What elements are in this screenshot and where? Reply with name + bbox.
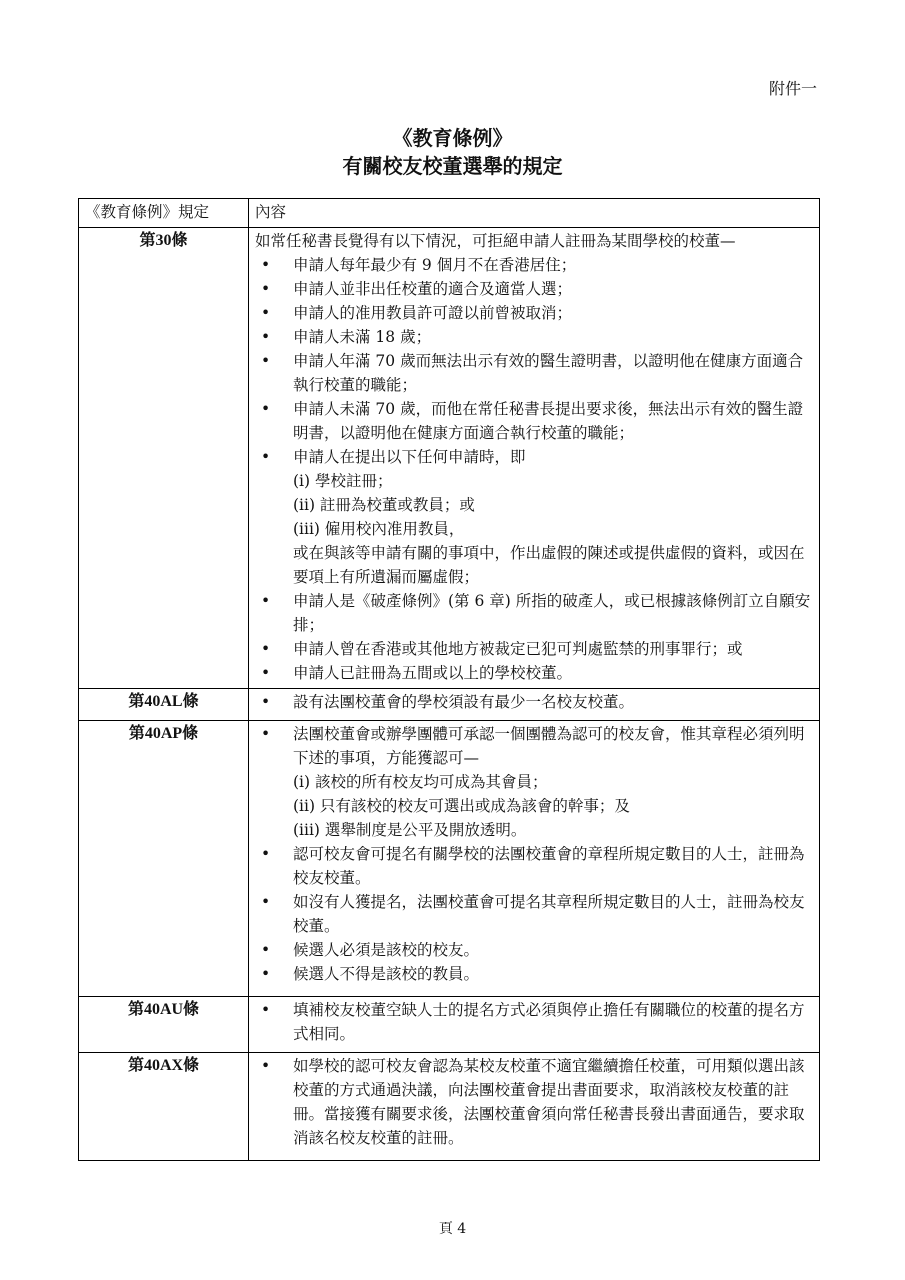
section-cell: 第40AP條 <box>79 721 249 997</box>
document-subtitle: 有關校友校董選舉的規定 <box>342 154 563 178</box>
list-item: • 申請人未滿 18 歲； <box>255 325 813 349</box>
list-item: • 候選人不得是該校的教員。 <box>255 962 813 986</box>
content-cell <box>249 1053 820 1161</box>
table-row <box>79 228 820 689</box>
bullet-list <box>255 722 813 986</box>
list-item: • 申請人年滿 70 歲而無法出示有效的醫生證明書，以證明他在健康方面適合執行校董的職能； <box>255 349 813 397</box>
list-item: • 申請人並非出任校董的適合及適當人選； <box>255 277 813 301</box>
list-item: • 候選人必須是該校的校友。 <box>255 938 813 962</box>
list-item: • 申請人曾在香港或其他地方被裁定已犯可判處監禁的刑事罪行；或 <box>255 637 813 661</box>
section-cell: 第40AL條 <box>79 689 249 721</box>
list-item: • 認可校友會可提名有關學校的法團校董會的章程所規定數目的人士，註冊為校友校董。 <box>255 842 813 890</box>
content-cell <box>249 721 820 997</box>
sub-item: (ii) 只有該校的校友可選出或成為該會的幹事；及 <box>293 797 630 815</box>
list-item: • 如沒有人獲提名，法團校董會可提名其章程所規定數目的人士，註冊為校友校董。 <box>255 890 813 938</box>
sub-item: (iii) 僱用校內准用教員， <box>293 520 465 538</box>
bullet-list <box>255 1054 813 1150</box>
list-item <box>255 722 813 842</box>
sub-item: (ii) 註冊為校董或教員；或 <box>293 496 475 514</box>
table-row <box>79 997 820 1053</box>
sub-item: (i) 學校註冊； <box>293 472 393 490</box>
page-number: 頁 4 <box>438 1221 467 1237</box>
header-regulation: 《教育條例》規定 <box>79 199 249 228</box>
list-item: • 設有法團校董會的學校須設有最少一名校友校董。 <box>255 690 813 714</box>
list-item: • 申請人是《破產條例》(第 6 章) 所指的破產人，或已根據該條例訂立自願安排； <box>255 589 813 637</box>
list-item: • 填補校友校董空缺人士的提名方式必須與停止擔任有關職位的校董的提名方式相同。 <box>255 998 813 1046</box>
table-header-row <box>79 199 820 228</box>
regulations-table <box>78 198 820 1161</box>
section-cell: 第30條 <box>79 228 249 689</box>
list-item-text: • 法團校董會或辦學團體可承認一個團體為認可的校友會，惟其章程必須列明下述的事項，方能獲認可— <box>293 725 805 767</box>
bullet-list <box>255 690 813 714</box>
sub-item: (i) 該校的所有校友均可成為其會員； <box>293 773 548 791</box>
intro-text: 如常任秘書長覺得有以下情況，可拒絕申請人註冊為某間學校的校董— <box>255 232 736 250</box>
sub-item: (iii) 選舉制度是公平及開放透明。 <box>293 821 527 839</box>
list-item <box>255 445 813 589</box>
section-cell: 第40AU條 <box>79 997 249 1053</box>
table-row <box>79 689 820 721</box>
content-cell <box>249 689 820 721</box>
list-item: • 申請人已註冊為五間或以上的學校校董。 <box>255 661 813 685</box>
list-item: • 如學校的認可校友會認為某校友校董不適宜繼續擔任校董，可用類似選出該校董的方式通過決議，向法團校董會提出書面要求，取消該校友校董的註冊。當接獲有關要求後，法團校董會須向常任秘書長發出書面通告，要求取消該名校友校董的註冊。 <box>255 1054 813 1150</box>
section-cell: 第40AX條 <box>79 1053 249 1161</box>
sub-item-tail: 或在與該等申請有關的事項中，作出虛假的陳述或提供虛假的資料，或因在要項上有所遺漏而屬虛假； <box>293 544 805 586</box>
header-content: 內容 <box>249 199 820 228</box>
list-item: • 申請人每年最少有 9 個月不在香港居住； <box>255 253 813 277</box>
annex-label: 附件一 <box>768 79 817 98</box>
table-row <box>79 721 820 997</box>
table-row <box>79 1053 820 1161</box>
content-cell <box>249 997 820 1053</box>
document-title: 《教育條例》 <box>392 126 513 150</box>
content-cell <box>249 228 820 689</box>
list-item: • 申請人的准用教員許可證以前曾被取消； <box>255 301 813 325</box>
bullet-list <box>255 998 813 1046</box>
bullet-list <box>255 253 813 685</box>
list-item: • 申請人未滿 70 歲，而他在常任秘書長提出要求後，無法出示有效的醫生證明書，以證明他在健康方面適合執行校董的職能； <box>255 397 813 445</box>
list-item-text: • 申請人在提出以下任何申請時，即 <box>293 448 526 466</box>
